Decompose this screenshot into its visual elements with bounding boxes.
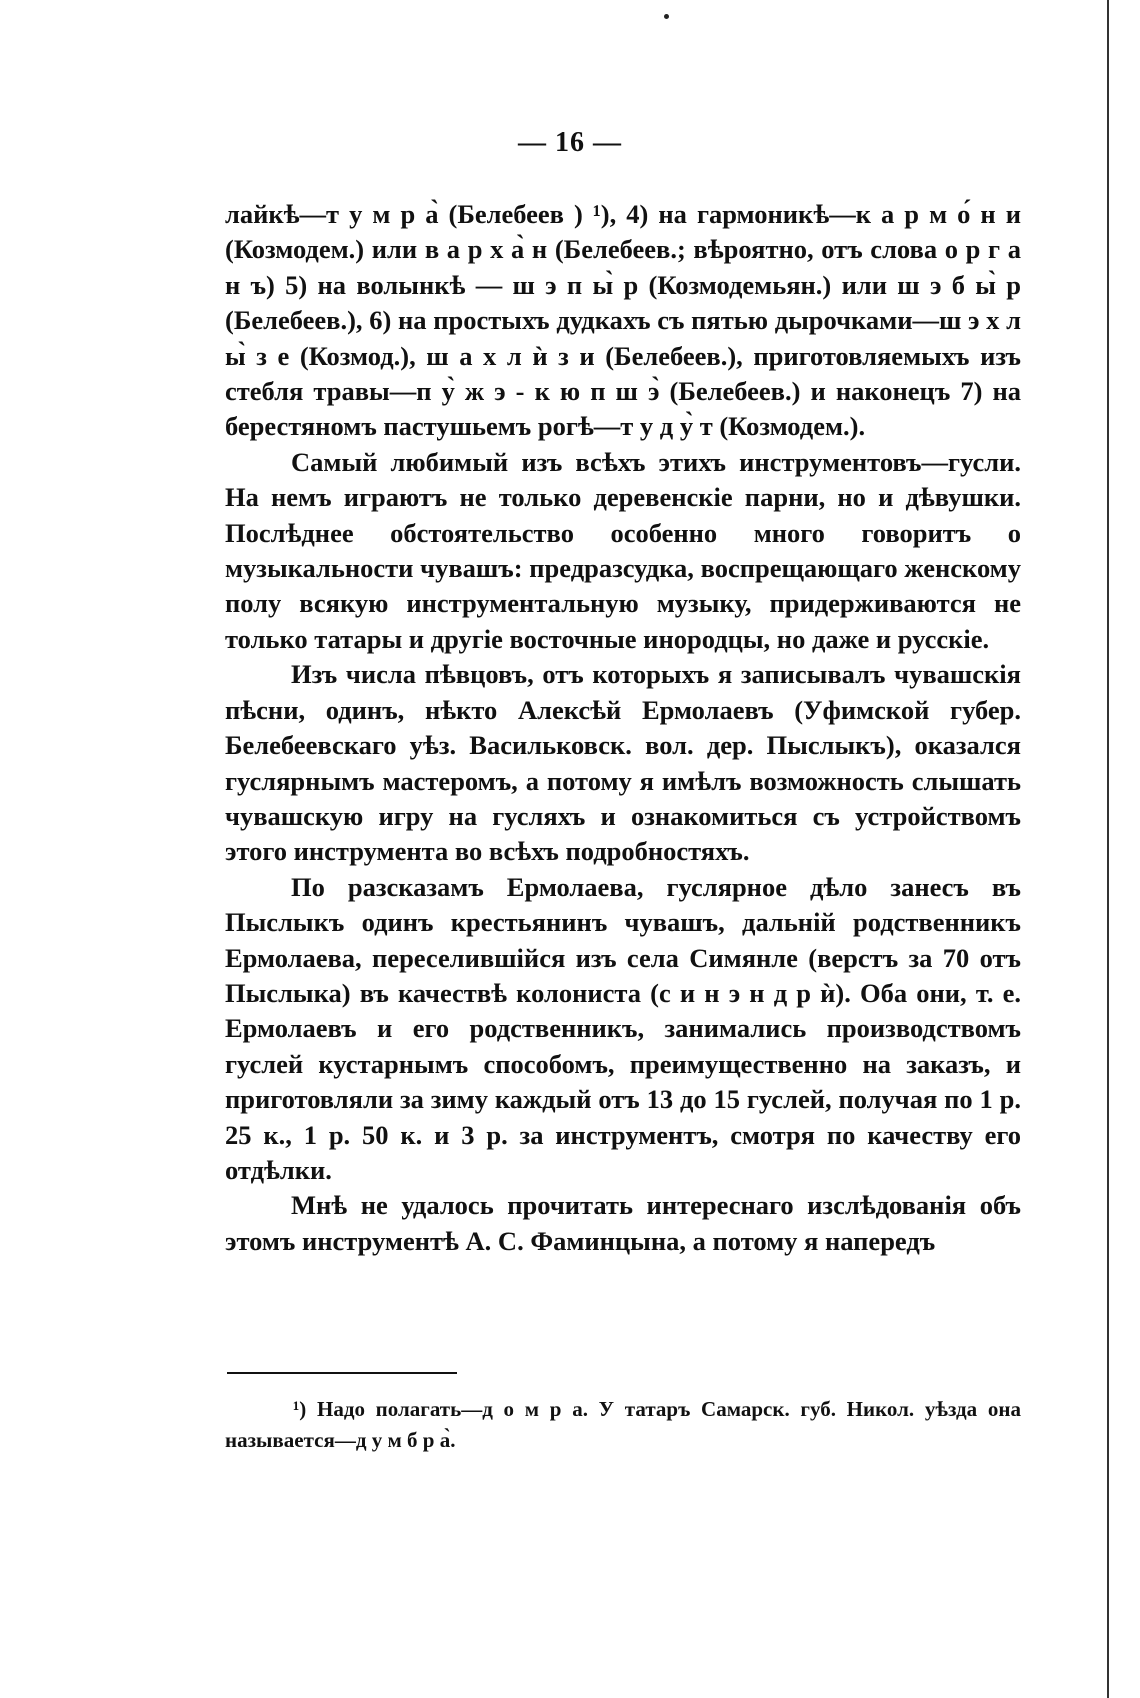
paragraph-1: лайкѣ—т у м р а̀ (Белебеев ) ¹), 4) на гармоникѣ—к а р м о́ н и (Козмодем.) или в а р х а̀ н (Белебеев.; вѣроятно, отъ слова о р г а н ъ) 5) на волынкѣ — ш э п ы̀ р (Козмодемьян.) или ш э б ы̀ р (Белебеев.), 6) на простыхъ дудкахъ съ пятью дырочками—ш э х л ы̀ з е (Козмод.), ш а х л ѝ з и (Белебеев.), приготовляемыхъ изъ стебля травы—п у̀ ж э - к ю п ш э̀ (Белебеев.) и наконецъ 7) на берестяномъ пастушьемъ рогѣ—т у д у̀ т (Козмодем.). — [225, 199, 1021, 442]
paragraph-4: По разсказамъ Ермолаева, гуслярное дѣло занесъ въ Пыслыкъ одинъ крестьянинъ чувашъ, дальній родственникъ Ермолаева, переселившійся изъ села Симянле (верстъ за 70 отъ Пыслыка) въ качествѣ колониста (с и н э н д р ѝ). Оба они, т. е. Ермолаевъ и его родственникъ, занимались производствомъ гуслей кустарнымъ способомъ, преимущественно на заказъ, и приготовляли за зиму каждый отъ 13 до 15 гуслей, получая по 1 р. 25 к., 1 р. 50 к. и 3 р. за инструментъ, смотря по качеству его отдѣлки. — [225, 871, 1021, 1185]
main-text — [225, 197, 1021, 1259]
paragraph-5: Мнѣ не удалось прочитать интереснаго изслѣдованія объ этомъ инструментѣ А. С. Фаминцына, а потому я напередъ — [225, 1190, 1021, 1256]
footnote-divider — [227, 1372, 457, 1374]
paragraph-2: Самый любимый изъ всѣхъ этихъ инструментовъ—гусли. На немъ играютъ не только деревенскіе парни, но и дѣвушки. Послѣднее обстоятельство особенно много говоритъ о музыкальности чувашъ: предразсудка, воспрещающаго женскому полу всякую инструментальную музыку, придерживаются не только татары и другіе восточные инородцы, но даже и русскіе. — [225, 446, 1021, 654]
print-speck — [664, 14, 669, 19]
page-number: — 16 — — [518, 127, 622, 158]
paragraph-3: Изъ числа пѣвцовъ, отъ которыхъ я записывалъ чувашскія пѣсни, одинъ, нѣкто Алексѣй Ермолаевъ (Уфимской губер. Белебеевскаго уѣз. Васильковск. вол. дер. Пыслыкъ), оказался гуслярнымъ мастеромъ, а потому я имѣлъ возможность слышать чувашскую игру на гусляхъ и ознакомиться съ устройствомъ этого инструмента во всѣхъ подробностяхъ. — [225, 659, 1021, 867]
footnote: ¹) Надо полагать—д о м р а. У татаръ Самарск. губ. Никол. уѣзда она называется—д у м б р а̀. — [225, 1397, 1021, 1452]
page-edge-line — [1107, 0, 1109, 1698]
